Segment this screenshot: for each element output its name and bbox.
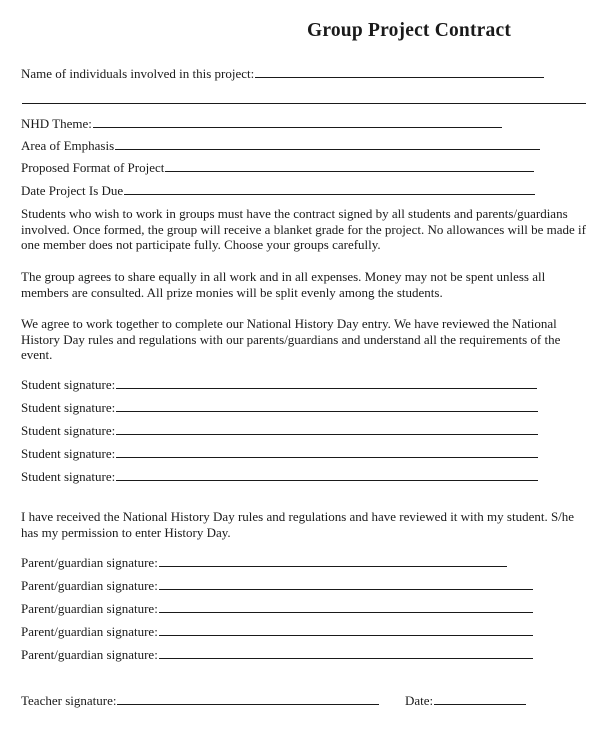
format-label: Proposed Format of Project xyxy=(21,160,165,175)
page-title xyxy=(0,20,600,42)
parent-signature-line[interactable] xyxy=(159,601,533,613)
format-field[interactable] xyxy=(21,160,534,176)
due-field[interactable] xyxy=(21,183,535,199)
student-signature-line[interactable] xyxy=(116,423,538,435)
parent-signature-label: Parent/guardian signature: xyxy=(21,555,158,570)
student-signature-line[interactable] xyxy=(116,469,538,481)
paragraph-expenses: The group agrees to share equally in all work and in all expenses. Money may not be spent unless all members are consulted. All prize monies will be split evenly among the students. xyxy=(21,269,546,300)
teacher-signature[interactable] xyxy=(21,693,379,709)
paragraph-parent-permission: I have received the National History Day rules and regulations and have reviewed it with my student. S/he has my permission to enter History Day. xyxy=(21,509,575,540)
parent-signature-2[interactable] xyxy=(21,578,533,594)
emphasis-line[interactable] xyxy=(115,138,540,150)
student-signature-line[interactable] xyxy=(116,377,537,389)
parent-signature-4[interactable] xyxy=(21,624,533,640)
emphasis-label: Area of Emphasis xyxy=(21,138,115,153)
student-signature-label: Student signature: xyxy=(21,469,116,484)
parent-signature-line[interactable] xyxy=(159,555,507,567)
parent-signature-5[interactable] xyxy=(21,647,533,663)
emphasis-field[interactable] xyxy=(21,138,540,154)
due-line[interactable] xyxy=(124,183,535,195)
theme-line[interactable] xyxy=(93,116,502,128)
parent-signature-1[interactable] xyxy=(21,555,507,571)
individuals-line[interactable] xyxy=(255,66,544,78)
student-signature-label: Student signature: xyxy=(21,400,116,415)
student-signature-line[interactable] xyxy=(116,446,538,458)
student-signature-5[interactable] xyxy=(21,469,538,485)
parent-signature-line[interactable] xyxy=(159,647,533,659)
student-signature-line[interactable] xyxy=(116,400,538,412)
student-signature-label: Student signature: xyxy=(21,377,116,392)
student-signature-4[interactable] xyxy=(21,446,538,462)
due-label: Date Project Is Due xyxy=(21,183,124,198)
paragraph-group-rules: Students who wish to work in groups must have the contract signed by all students and parents/guardians involved. Once formed, the group will receive a blanket grade for the project. No allowances will be made if one member does not participate fully. Choose your groups carefully. xyxy=(21,206,586,252)
parent-signature-label: Parent/guardian signature: xyxy=(21,601,158,616)
date-label: Date: xyxy=(405,693,434,708)
format-line[interactable] xyxy=(165,160,534,172)
date-field[interactable] xyxy=(405,693,526,709)
paragraph-agreement: We agree to work together to complete our National History Day entry. We have reviewed the National History Day rules and regulations with our parents/guardians and understand all the requirements of the event. xyxy=(21,316,561,362)
theme-field[interactable] xyxy=(21,116,502,132)
parent-signature-line[interactable] xyxy=(159,624,533,636)
individuals-line-2[interactable] xyxy=(22,91,586,104)
parent-signature-label: Parent/guardian signature: xyxy=(21,647,158,662)
date-line[interactable] xyxy=(434,693,526,705)
student-signature-1[interactable] xyxy=(21,377,537,393)
title-text: Group Project Contract xyxy=(306,20,512,41)
student-signature-label: Student signature: xyxy=(21,446,116,461)
theme-label: NHD Theme: xyxy=(21,116,92,131)
individuals-label: Name of individuals involved in this project: xyxy=(21,66,255,81)
parent-signature-label: Parent/guardian signature: xyxy=(21,578,158,593)
student-signature-label: Student signature: xyxy=(21,423,116,438)
student-signature-2[interactable] xyxy=(21,400,538,416)
parent-signature-line[interactable] xyxy=(159,578,533,590)
individuals-field[interactable] xyxy=(21,66,544,82)
student-signature-3[interactable] xyxy=(21,423,538,439)
teacher-signature-line[interactable] xyxy=(117,693,379,705)
parent-signature-3[interactable] xyxy=(21,601,533,617)
parent-signature-label: Parent/guardian signature: xyxy=(21,624,158,639)
teacher-signature-label: Teacher signature: xyxy=(21,693,117,708)
